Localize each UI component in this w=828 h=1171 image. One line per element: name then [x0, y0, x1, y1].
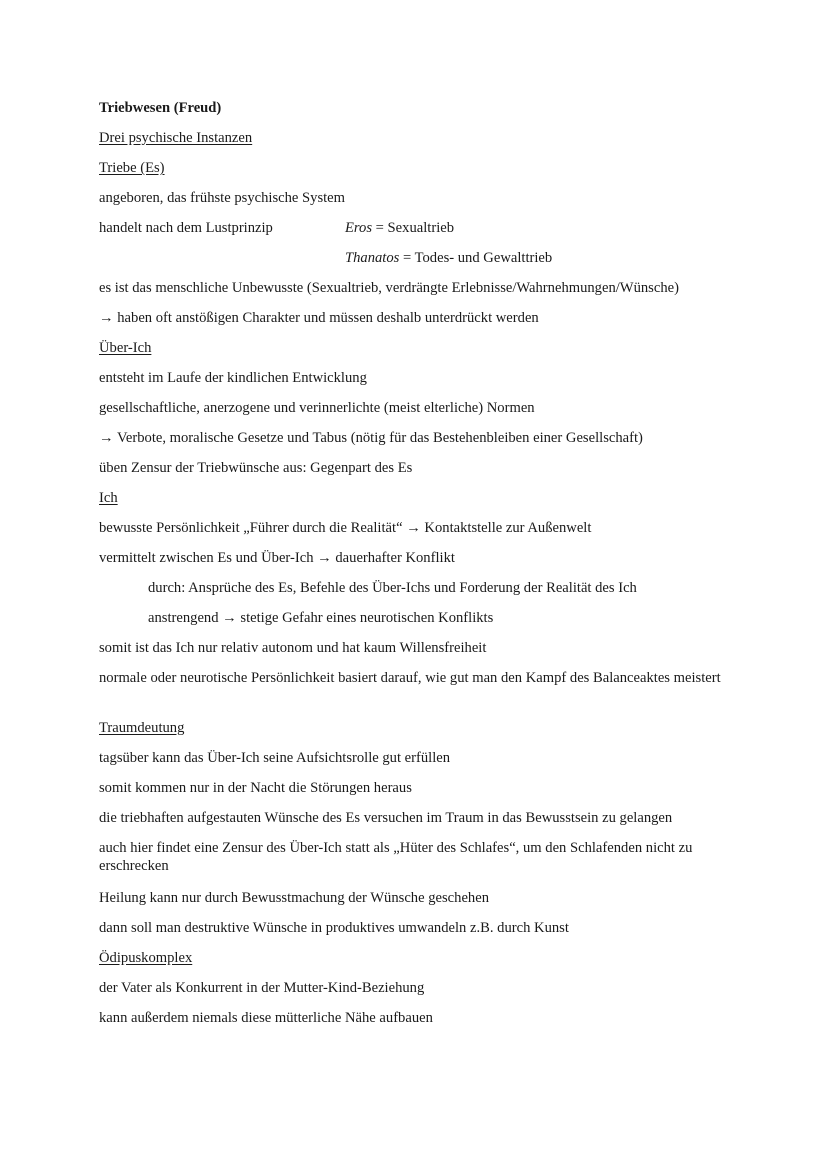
text-line: entsteht im Laufe der kindlichen Entwicklung — [99, 370, 367, 386]
text-line: somit kommen nur in der Nacht die Störungen heraus — [99, 780, 412, 796]
text-line: dann soll man destruktive Wünsche in produktives umwandeln z.B. durch Kunst — [99, 920, 569, 936]
text-line: bewusste Persönlichkeit „Führer durch die Realität“ → Kontaktstelle zur Außenwelt — [99, 520, 592, 536]
text-line: es ist das menschliche Unbewusste (Sexualtrieb, verdrängte Erlebnisse/Wahrnehmungen/Wünsche) — [99, 280, 679, 296]
document-title: Triebwesen (Freud) — [99, 100, 222, 116]
text-line: gesellschaftliche, anerzogene und verinnerlichte (meist elterliche) Normen — [99, 400, 535, 416]
text-line: → Verbote, moralische Gesetze und Tabus (nötig für das Bestehenbleiben einer Gesellschaft) — [99, 430, 643, 446]
eros-definition — [345, 219, 454, 237]
section-heading-es: Triebe (Es) — [99, 160, 165, 176]
text-line: vermittelt zwischen Es und Über-Ich → dauerhafter Konflikt — [99, 550, 455, 566]
section-heading-oedipus: Ödipuskomplex — [99, 950, 193, 966]
eros-term: Eros — [345, 220, 373, 236]
section-heading-traum: Traumdeutung — [99, 720, 185, 736]
thanatos-def: = Todes- und Gewalttrieb — [399, 250, 553, 266]
text-line-indented: durch: Ansprüche des Es, Befehle des Über-Ichs und Forderung der Realität des Ich — [148, 580, 637, 596]
text-line: kann außerdem niemals diese mütterliche Nähe aufbauen — [99, 1010, 433, 1026]
text-line: auch hier findet eine Zensur des Über-Ich statt als „Hüter des Schlafes“, um den Schlafenden nicht zu erschrecken — [99, 840, 693, 874]
section-heading-ich: Ich — [99, 490, 118, 506]
text-line: somit ist das Ich nur relativ autonom und hat kaum Willensfreiheit — [99, 640, 487, 656]
text-line: normale oder neurotische Persönlichkeit basiert darauf, wie gut man den Kampf des Balanceaktes meistert — [99, 670, 721, 686]
eros-def: = Sexualtrieb — [372, 220, 455, 236]
text-line: → haben oft anstößigen Charakter und müssen deshalb unterdrückt werden — [99, 310, 539, 326]
thanatos-definition — [345, 249, 552, 267]
section-heading-ueberich: Über-Ich — [99, 340, 152, 356]
text-line: tagsüber kann das Über-Ich seine Aufsichtsrolle gut erfüllen — [99, 750, 451, 766]
section-heading-instanzen: Drei psychische Instanzen — [99, 130, 253, 146]
text-line-indented: anstrengend → stetige Gefahr eines neurotischen Konflikts — [148, 610, 494, 626]
text-line: üben Zensur der Triebwünsche aus: Gegenpart des Es — [99, 460, 413, 476]
text-line: handelt nach dem Lustprinzip — [99, 220, 273, 236]
thanatos-term: Thanatos — [345, 250, 400, 266]
text-line: angeboren, das frühste psychische System — [99, 190, 346, 206]
text-line: der Vater als Konkurrent in der Mutter-Kind-Beziehung — [99, 980, 425, 996]
text-line: Heilung kann nur durch Bewusstmachung der Wünsche geschehen — [99, 890, 490, 906]
text-line: die triebhaften aufgestauten Wünsche des Es versuchen im Traum in das Bewusstsein zu gelangen — [99, 810, 673, 826]
